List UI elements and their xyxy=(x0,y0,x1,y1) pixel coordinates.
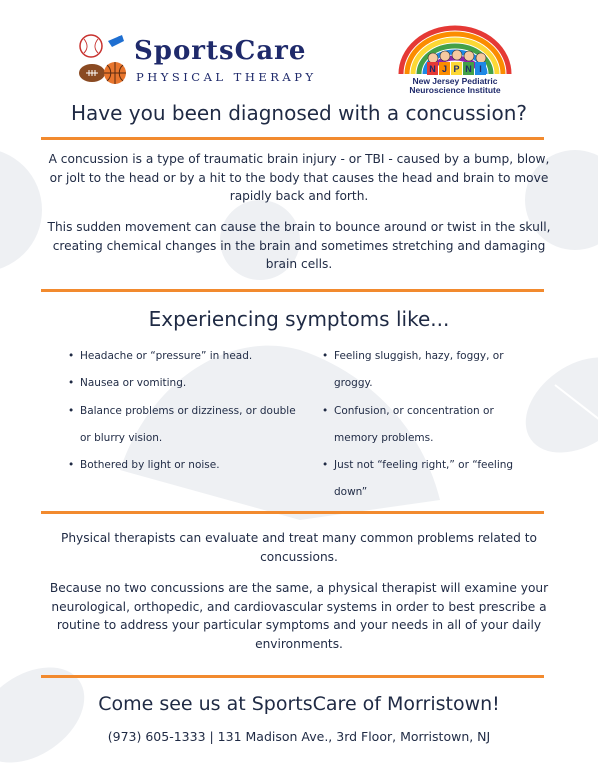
njpni-logo xyxy=(395,24,515,96)
njpni-letter: P xyxy=(453,64,460,74)
orange-divider xyxy=(41,511,544,514)
contact-info: (973) 605-1333 | 131 Madison Ave., 3rd Floor, Morristown, NJ xyxy=(107,729,491,744)
njpni-name-line1: New Jersey Pediatric xyxy=(412,76,498,86)
njpni-letter-blocks xyxy=(427,62,487,76)
symptoms-list-left xyxy=(68,343,300,479)
treatment-paragraph-2: Because no two concussions are the same, a physical therapist will examine your neurological, orthopedic, and cardiovascular systems in order to best prescribe a routine to address your particular symptoms and your needs in all of your daily environments. xyxy=(49,581,549,651)
symptom-item: • Bothered by light or noise. xyxy=(68,452,300,479)
symptom-item: • Balance problems or dizziness, or double or blurry vision. xyxy=(68,398,298,453)
sportscare-logo xyxy=(78,33,363,89)
headline: Have you been diagnosed with a concussion? xyxy=(70,101,528,125)
njpni-letter: J xyxy=(441,64,448,74)
symptom-item: • Nausea or vomiting. xyxy=(68,370,300,397)
njpni-name-line2: Neuroscience Institute xyxy=(409,85,501,95)
njpni-letter: I xyxy=(479,64,482,74)
symptom-item: • Confusion, or concentration or memory problems. xyxy=(322,398,536,453)
sports-balls-icon xyxy=(78,33,128,89)
orange-divider xyxy=(41,675,544,678)
sportscare-subtitle: PHYSICAL THERAPY xyxy=(136,70,317,84)
njpni-letter: N xyxy=(465,64,472,74)
symptoms-title: Experiencing symptoms like... xyxy=(148,307,450,331)
treatment-paragraph-1: Physical therapists can evaluate and treat many common problems related to concussions. xyxy=(60,531,537,564)
symptom-item: • Headache or “pressure” in head. xyxy=(68,343,300,370)
orange-divider xyxy=(41,137,544,140)
symptom-item: • Feeling sluggish, hazy, foggy, or groggy. xyxy=(322,343,536,398)
intro-paragraph-2: This sudden movement can cause the brain to bounce around or twist in the skull, creating chemical changes in the brain and sometimes stretching and damaging brain cells. xyxy=(47,220,551,271)
symptoms-list-right xyxy=(322,343,536,507)
intro-paragraph-1: A concussion is a type of traumatic brain injury - or TBI - caused by a bump, blow, or jolt to the head or by a hit to the body that causes the head and brain to move rapidly back and forth. xyxy=(48,152,550,203)
call-to-action: Come see us at SportsCare of Morristown! xyxy=(98,693,500,715)
njpni-letter: N xyxy=(429,64,436,74)
symptom-item: • Just not “feeling right,” or “feeling down” xyxy=(322,452,536,507)
sportscare-name: SportsCare xyxy=(134,36,307,66)
orange-divider xyxy=(41,289,544,292)
